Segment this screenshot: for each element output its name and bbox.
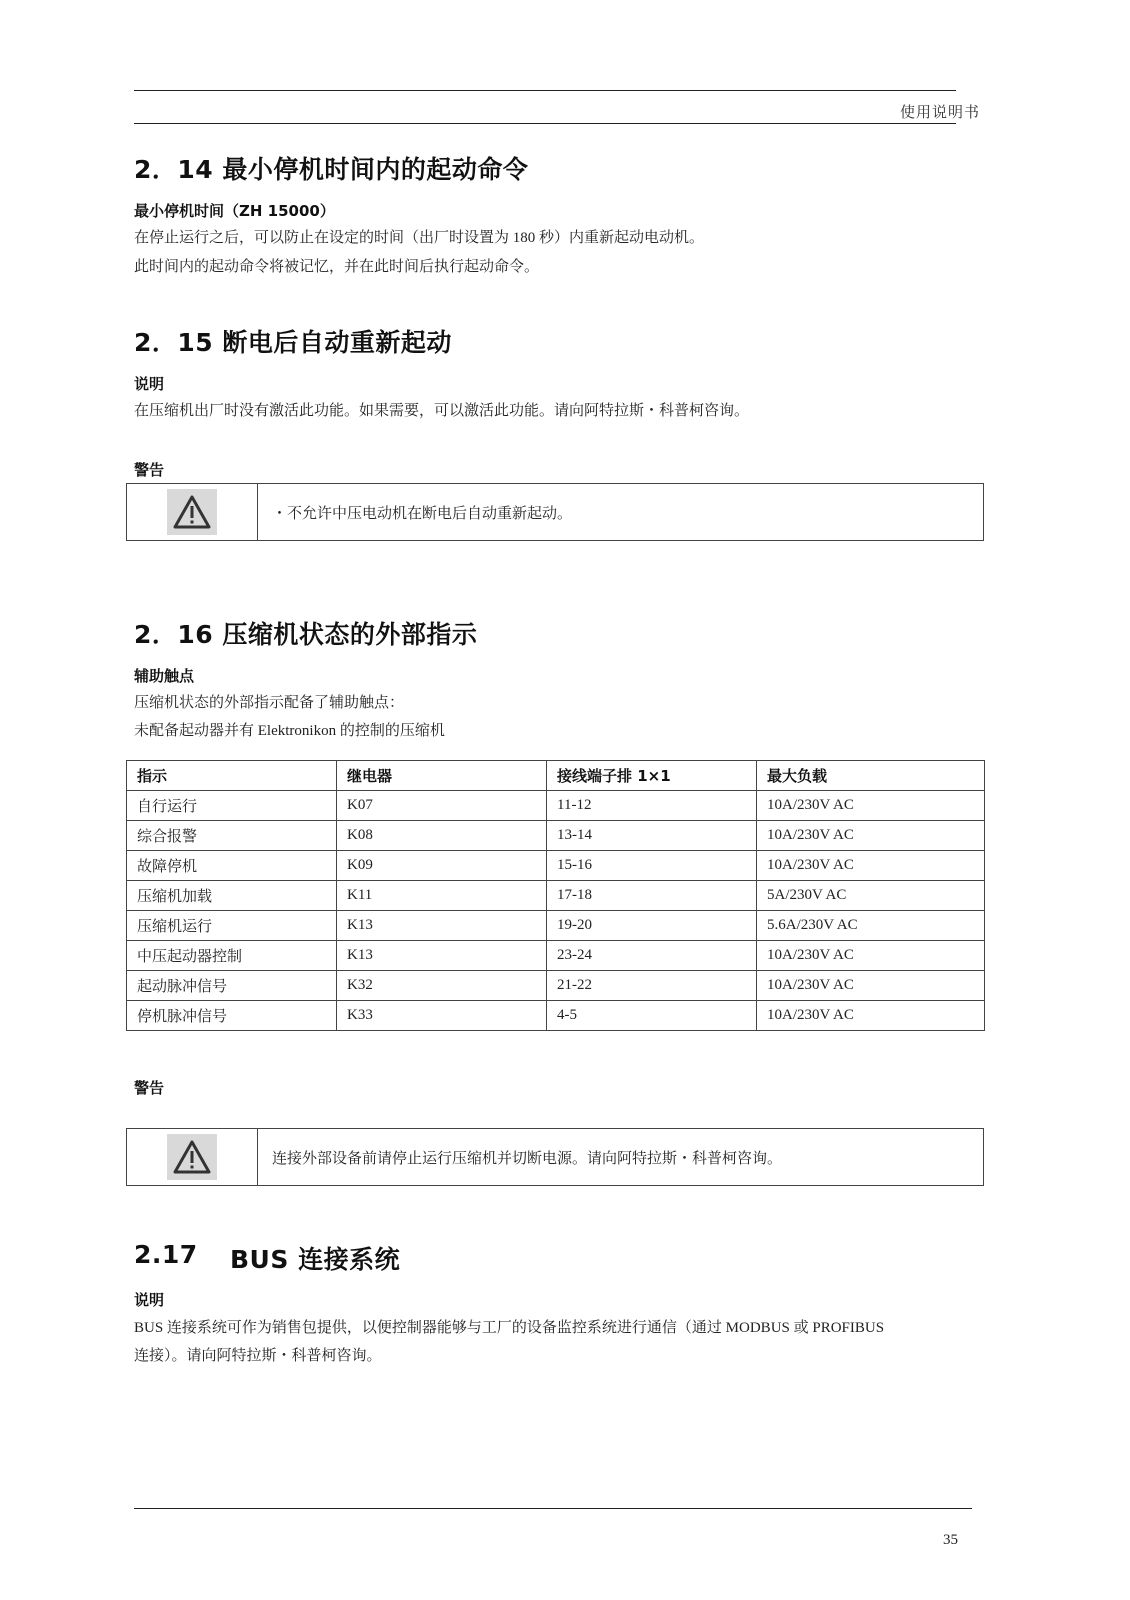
table-cell: 23-24 [547, 941, 757, 971]
table-cell: 自行运行 [127, 791, 337, 821]
table-cell: 压缩机运行 [127, 911, 337, 941]
table-cell: 11-12 [547, 791, 757, 821]
table-cell: 4-5 [547, 1001, 757, 1031]
section-2-16-line-1: 压缩机状态的外部指示配备了辅助触点： [134, 695, 405, 711]
table-row [127, 1001, 985, 1031]
table-cell: 5A/230V AC [757, 881, 985, 911]
table-cell: 17-18 [547, 881, 757, 911]
section-2-14-subheading: 最小停机时间（ZH 15000） [134, 202, 335, 220]
table-cell: 10A/230V AC [757, 851, 985, 881]
table-row [127, 881, 985, 911]
table-row [127, 911, 985, 941]
table-row [127, 941, 985, 971]
table-cell: 19-20 [547, 911, 757, 941]
table-cell: K32 [337, 971, 547, 1001]
table-cell: K08 [337, 821, 547, 851]
warning-text-restart: ・不允许中压电动机在断电后自动重新起动。 [272, 505, 573, 522]
section-2-16-subheading: 辅助触点 [134, 667, 195, 685]
warning-box-restart [126, 483, 984, 541]
table-cell: K07 [337, 791, 547, 821]
relay-table [126, 760, 985, 1031]
table-cell: 10A/230V AC [757, 941, 985, 971]
table-cell: 13-14 [547, 821, 757, 851]
page-number: 35 [943, 1532, 958, 1548]
table-cell: K13 [337, 941, 547, 971]
section-2-15-warning-label: 警告 [134, 461, 165, 479]
table-cell: K09 [337, 851, 547, 881]
warning-triangle-icon [167, 1134, 217, 1180]
section-2-15-subheading: 说明 [134, 375, 165, 393]
header-top-rule [134, 90, 956, 91]
footer-rule [134, 1508, 972, 1509]
table-cell: 15-16 [547, 851, 757, 881]
table-cell: 10A/230V AC [757, 1001, 985, 1031]
section-2-17-number: 2.17 [134, 1240, 198, 1269]
table-header-indication: 指示 [127, 761, 337, 791]
section-2-17-line-2: 连接）。请向阿特拉斯・科普柯咨询。 [134, 1348, 382, 1364]
table-row [127, 791, 985, 821]
table-header-row [127, 761, 985, 791]
table-row [127, 851, 985, 881]
table-cell: 故障停机 [127, 851, 337, 881]
table-cell: 5.6A/230V AC [757, 911, 985, 941]
section-2-16-warning-label: 警告 [134, 1079, 165, 1097]
table-cell: 压缩机加载 [127, 881, 337, 911]
section-2-17-title: BUS 连接系统 [230, 1245, 401, 1274]
header-title: 使用说明书 [899, 105, 980, 121]
section-2-17-line-1: BUS 连接系统可作为销售包提供，以便控制器能够与工厂的设备监控系统进行通信（通过 MODBUS 或 PROFIBUS [134, 1320, 885, 1336]
section-2-17-subheading: 说明 [134, 1291, 165, 1309]
section-2-16-heading: 2．16 压缩机状态的外部指示 [134, 620, 478, 649]
warning-icon-cell [127, 1129, 258, 1185]
warning-text-external: 连接外部设备前请停止运行压缩机并切断电源。请向阿特拉斯・科普柯咨询。 [272, 1150, 783, 1167]
table-cell: K33 [337, 1001, 547, 1031]
table-cell: K13 [337, 911, 547, 941]
header-bottom-rule [134, 123, 956, 124]
warning-icon-cell [127, 484, 258, 540]
table-cell: 21-22 [547, 971, 757, 1001]
table-row [127, 971, 985, 1001]
table-cell: 综合报警 [127, 821, 337, 851]
section-2-15-line: 在压缩机出厂时没有激活此功能。如果需要，可以激活此功能。请向阿特拉斯・科普柯咨询。 [134, 403, 750, 419]
table-header-terminal: 接线端子排 1×1 [547, 761, 757, 791]
section-2-14-heading: 2．14 最小停机时间内的起动命令 [134, 155, 529, 184]
table-cell: 10A/230V AC [757, 791, 985, 821]
table-cell: 10A/230V AC [757, 821, 985, 851]
section-2-16-line-2: 未配备起动器并有 Elektronikon 的控制的压缩机 [134, 723, 445, 739]
section-2-14-line-1: 在停止运行之后，可以防止在设定的时间（出厂时设置为 180 秒）内重新起动电动机。 [134, 230, 705, 246]
warning-box-external [126, 1128, 984, 1186]
table-header-relay: 继电器 [337, 761, 547, 791]
table-cell: 10A/230V AC [757, 971, 985, 1001]
table-cell: 起动脉冲信号 [127, 971, 337, 1001]
warning-triangle-icon [167, 489, 217, 535]
table-cell: K11 [337, 881, 547, 911]
section-2-14-line-2: 此时间内的起动命令将被记忆，并在此时间后执行起动命令。 [134, 259, 540, 275]
section-2-15-heading: 2．15 断电后自动重新起动 [134, 328, 452, 357]
table-row [127, 821, 985, 851]
table-cell: 中压起动器控制 [127, 941, 337, 971]
table-cell: 停机脉冲信号 [127, 1001, 337, 1031]
table-header-max-load: 最大负载 [757, 761, 985, 791]
